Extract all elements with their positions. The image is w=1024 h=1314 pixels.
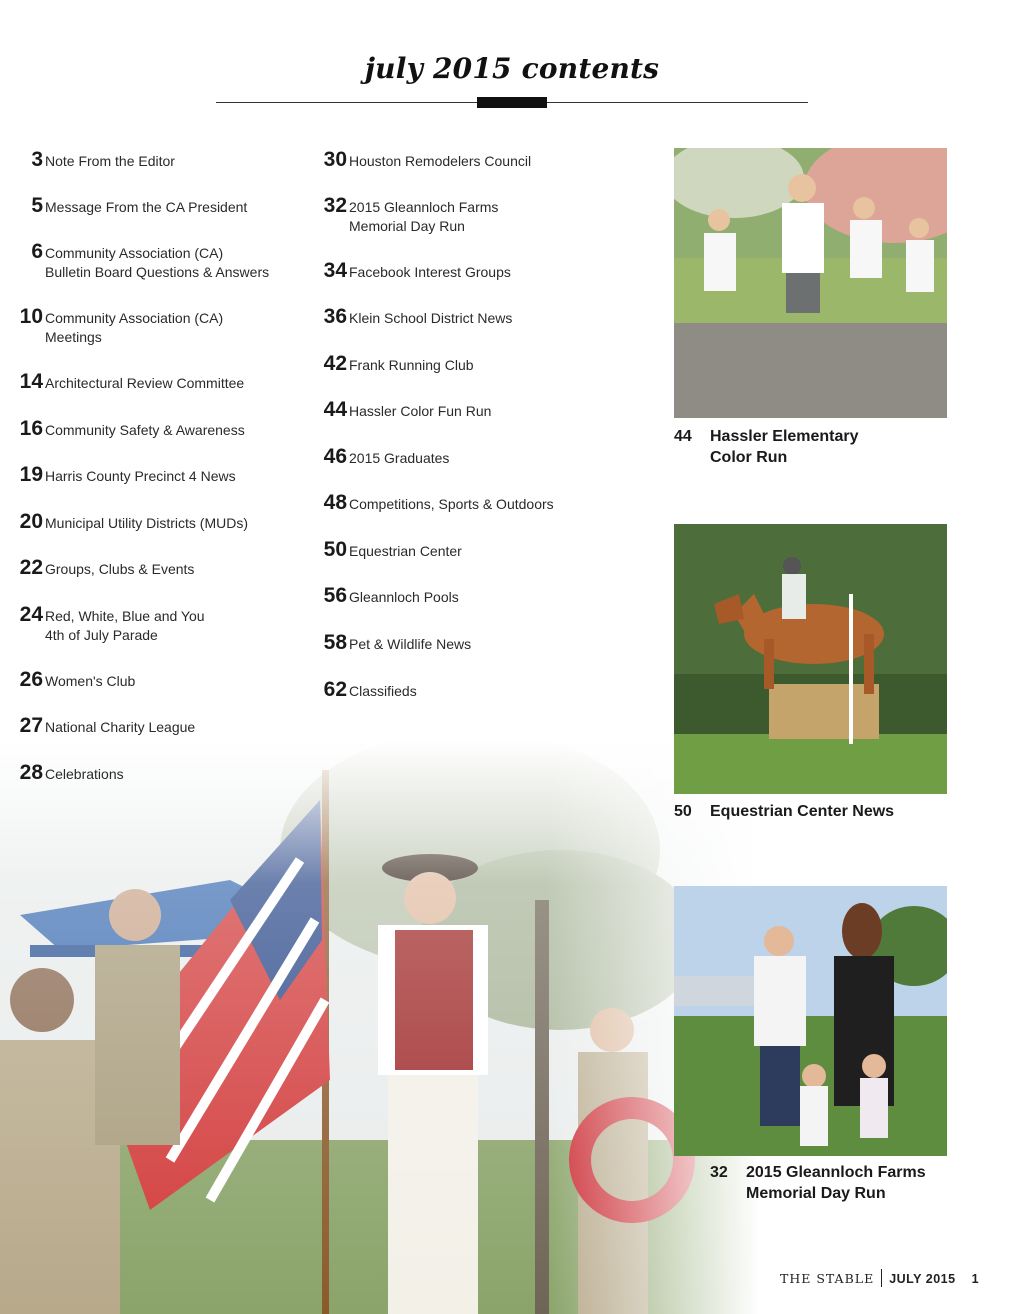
- page-number: 1: [971, 1272, 979, 1286]
- toc-entry-label: Houston Remodelers Council: [349, 153, 532, 169]
- feature-page-number: 44: [674, 428, 692, 445]
- toc-page-number: 27: [19, 714, 43, 737]
- toc-page-number: 20: [19, 510, 43, 533]
- toc-entry-label: Community Safety & Awareness: [45, 422, 245, 438]
- toc-entry-label: Municipal Utility Districts (MUDs): [45, 515, 249, 531]
- toc-entry-label: Equestrian Center: [349, 543, 462, 559]
- toc-entry-label: Community Association (CA) Bulletin Board Questions & Answers: [45, 245, 270, 280]
- toc-page-number: 22: [19, 556, 43, 579]
- toc-page-number: 6: [31, 240, 43, 263]
- toc-entry-label: Gleannloch Pools: [349, 589, 459, 605]
- toc-entry-label: Competitions, Sports & Outdoors: [349, 496, 554, 512]
- toc-entry-label: Frank Running Club: [349, 357, 474, 373]
- toc-entry-label: Harris County Precinct 4 News: [45, 468, 236, 484]
- toc-page-number: 16: [19, 417, 43, 440]
- toc-entry-label: Hassler Color Fun Run: [349, 403, 492, 419]
- toc-page-number: 10: [19, 305, 43, 328]
- toc-page-number: 19: [19, 463, 43, 486]
- magazine-name: THE STABLE: [780, 1271, 875, 1286]
- toc-entry-label: National Charity League: [45, 719, 196, 735]
- toc-page-number: 32: [323, 194, 347, 217]
- footer-divider: [881, 1269, 882, 1287]
- toc-page-number: 46: [323, 445, 347, 468]
- memorial-day-run-photo: [674, 886, 947, 1156]
- toc-page-number: 26: [19, 668, 43, 691]
- toc-entry-label: Message From the CA President: [45, 199, 248, 215]
- toc-entry-label: Women's Club: [45, 673, 136, 689]
- parade-scene-image: [0, 740, 760, 1314]
- toc-page-number: 14: [19, 370, 43, 393]
- toc-page-number: 36: [323, 305, 347, 328]
- feature-title: 2015 Gleannloch Farms Memorial Day Run: [746, 1164, 926, 1202]
- toc-page-number: 42: [323, 352, 347, 375]
- toc-entry-label: 2015 Gleannloch Farms Memorial Day Run: [349, 199, 499, 234]
- toc-entry-label: Celebrations: [45, 766, 124, 782]
- color-run-photo: [674, 148, 947, 418]
- issue-date: JULY 2015: [889, 1272, 956, 1286]
- toc-entry-label: Pet & Wildlife News: [349, 636, 472, 652]
- toc-page-number: 24: [19, 603, 43, 626]
- toc-page-number: 28: [19, 761, 43, 784]
- toc-page-number: 48: [323, 491, 347, 514]
- toc-entry-label: 2015 Graduates: [349, 450, 450, 466]
- toc-page-number: 50: [323, 538, 347, 561]
- toc-page-number: 3: [31, 148, 43, 171]
- toc-entry-label: Note From the Editor: [45, 153, 175, 169]
- title-rule-accent: [477, 97, 547, 108]
- page-title: july 2015 contents: [364, 52, 660, 85]
- toc-page-number: 56: [323, 584, 347, 607]
- toc-entry-label: Classifieds: [349, 683, 417, 699]
- toc-entry-label: Architectural Review Committee: [45, 375, 245, 391]
- feature-title: Hassler Elementary Color Run: [710, 428, 859, 466]
- toc-page-number: 58: [323, 631, 347, 654]
- feature-page-number: 50: [674, 803, 692, 820]
- toc-page-number: 34: [323, 259, 347, 282]
- feature-title: Equestrian Center News: [710, 803, 895, 820]
- toc-entry-label: Red, White, Blue and You 4th of July Parade: [45, 608, 205, 643]
- toc-entry-label: Community Association (CA) Meetings: [45, 310, 224, 345]
- toc-page-number: 44: [323, 398, 347, 421]
- toc-entry-label: Facebook Interest Groups: [349, 264, 511, 280]
- feature-page-number: 32: [710, 1164, 728, 1181]
- toc-page-number: 5: [31, 194, 43, 217]
- toc-entry-label: Klein School District News: [349, 310, 513, 326]
- toc-page-number: 62: [323, 678, 347, 701]
- equestrian-photo: [674, 524, 947, 794]
- toc-page-number: 30: [323, 148, 347, 171]
- page-footer: [780, 1269, 979, 1289]
- toc-entry-label: Groups, Clubs & Events: [45, 561, 195, 577]
